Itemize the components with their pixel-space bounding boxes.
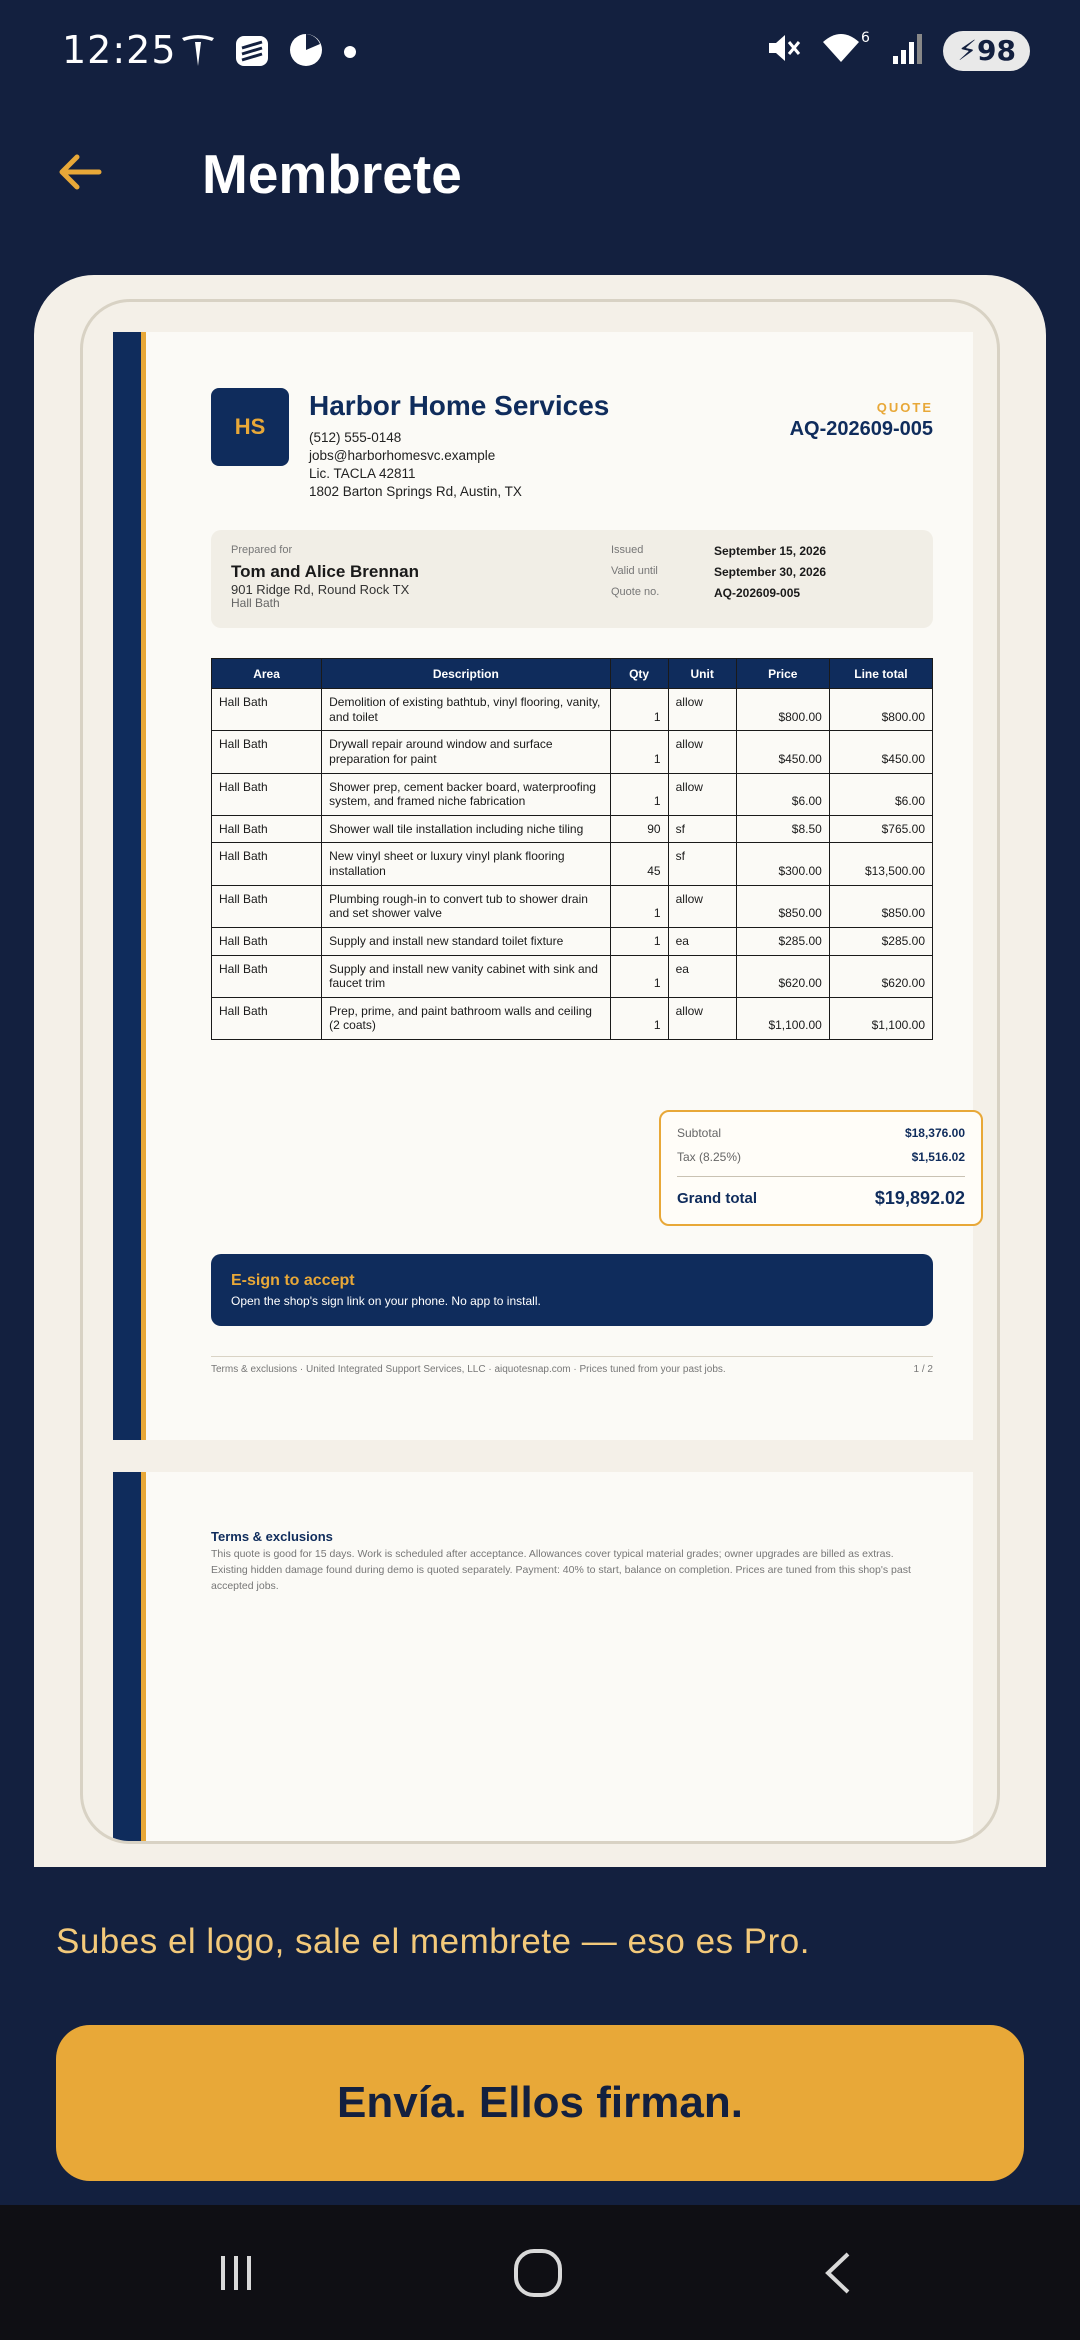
prepared-for-label: Prepared for <box>231 544 293 556</box>
totals-divider <box>677 1176 965 1177</box>
cell-area: Hall Bath <box>212 885 322 927</box>
column-header-unit: Unit <box>668 659 736 689</box>
cell-price: $6.00 <box>736 773 829 815</box>
table-row <box>212 773 933 815</box>
company-license: Lic. TACLA 42811 <box>309 466 416 481</box>
cell-line-total: $450.00 <box>829 731 932 773</box>
quote-no-value: AQ-202609-005 <box>714 586 801 600</box>
terms-title: Terms & exclusions <box>211 1529 333 1544</box>
cell-line-total: $1,100.00 <box>829 997 932 1039</box>
cell-price: $285.00 <box>736 927 829 955</box>
cell-description: Supply and install new vanity cabinet with sink and faucet trim <box>322 955 610 997</box>
cell-qty: 1 <box>610 955 668 997</box>
tesla-icon <box>178 30 218 75</box>
cell-unit: ea <box>668 955 736 997</box>
table-row <box>212 731 933 773</box>
terms-body: This quote is good for 15 days. Work is scheduled after acceptance. Allowances cover typical material grades; owner upgrades are billed as extras. Existing hidden damage found during demo is quoted separately. Payment: 40% to start, balance on completion. Prices are tuned from this shop's past accepted jobs. <box>211 1548 911 1592</box>
subtotal-value: $18,376.00 <box>904 1126 965 1140</box>
chevron-left-icon <box>815 2248 865 2298</box>
table-row <box>212 843 933 885</box>
company-logo: HS <box>211 388 289 466</box>
table-row <box>212 885 933 927</box>
tax-value: $1,516.02 <box>911 1150 965 1164</box>
battery-level: 98 <box>977 34 1016 67</box>
totals-box <box>659 1110 983 1226</box>
esign-banner <box>211 1254 933 1326</box>
cell-price: $8.50 <box>736 815 829 843</box>
footer-divider <box>211 1356 933 1357</box>
cell-unit: sf <box>668 843 736 885</box>
table-header-row <box>212 659 933 689</box>
cell-price: $450.00 <box>736 731 829 773</box>
cell-qty: 1 <box>610 885 668 927</box>
page-title: Membrete <box>202 143 462 205</box>
network-type: 6 <box>861 30 871 46</box>
notification-icons <box>178 30 360 75</box>
cell-unit: allow <box>668 997 736 1039</box>
letterhead-band <box>113 1472 141 1844</box>
cell-description: Shower wall tile installation including niche tiling <box>322 815 610 843</box>
esign-title: E-sign to accept <box>231 1272 355 1289</box>
table-row <box>212 815 933 843</box>
quote-page-2 <box>113 1472 973 1844</box>
table-row <box>212 689 933 731</box>
grand-total-value: $19,892.02 <box>874 1188 965 1208</box>
cell-qty: 45 <box>610 843 668 885</box>
charging-icon: ⚡ <box>957 34 978 67</box>
subtotal-label: Subtotal <box>677 1126 722 1140</box>
prepared-for-box <box>211 530 933 628</box>
cell-price: $300.00 <box>736 843 829 885</box>
cell-unit: allow <box>668 731 736 773</box>
quote-number: AQ-202609-005 <box>789 418 933 440</box>
cell-area: Hall Bath <box>212 689 322 731</box>
app-notification-icon-2 <box>286 30 326 75</box>
document-preview[interactable] <box>80 299 1000 1844</box>
esign-subtitle: Open the shop's sign link on your phone. No app to install. <box>231 1294 541 1308</box>
cell-line-total: $850.00 <box>829 885 932 927</box>
cell-line-total: $800.00 <box>829 689 932 731</box>
company-name: Harbor Home Services <box>309 390 610 421</box>
letterhead-band <box>113 332 141 1440</box>
valid-until-date: September 30, 2026 <box>714 565 827 579</box>
cell-area: Hall Bath <box>212 731 322 773</box>
cell-line-total: $285.00 <box>829 927 932 955</box>
cell-description: Supply and install new standard toilet fixture <box>322 927 610 955</box>
quote-label: QUOTE <box>876 400 933 415</box>
wifi-icon <box>819 28 875 73</box>
cell-unit: allow <box>668 773 736 815</box>
cell-qty: 1 <box>610 927 668 955</box>
recents-icon <box>211 2248 261 2298</box>
cell-unit: ea <box>668 927 736 955</box>
tax-label: Tax (8.25%) <box>677 1150 742 1164</box>
home-icon <box>510 2245 566 2301</box>
back-button[interactable] <box>50 142 110 202</box>
status-time: 12:25 <box>62 28 177 72</box>
quote-page-1 <box>113 332 973 1440</box>
status-bar <box>0 0 1080 100</box>
cell-area: Hall Bath <box>212 773 322 815</box>
column-header-qty: Qty <box>610 659 668 689</box>
column-header-line-total: Line total <box>829 659 932 689</box>
letterhead-accent <box>141 332 146 1440</box>
cell-qty: 1 <box>610 773 668 815</box>
cell-area: Hall Bath <box>212 843 322 885</box>
pro-promo-text: Subes el logo, sale el membrete — eso es Pro. <box>56 1922 810 1961</box>
cell-price: $800.00 <box>736 689 829 731</box>
table-row <box>212 927 933 955</box>
cell-line-total: $620.00 <box>829 955 932 997</box>
more-notifications-dot-icon <box>340 30 360 75</box>
cell-area: Hall Bath <box>212 927 322 955</box>
signal-icon <box>891 28 927 73</box>
cell-qty: 90 <box>610 815 668 843</box>
cell-qty: 1 <box>610 689 668 731</box>
cell-description: New vinyl sheet or luxury vinyl plank flooring installation <box>322 843 610 885</box>
battery-indicator <box>943 31 1030 71</box>
cell-line-total: $13,500.00 <box>829 843 932 885</box>
cell-unit: allow <box>668 885 736 927</box>
line-items-table <box>211 658 933 1040</box>
valid-until-label: Valid until <box>611 565 658 577</box>
grand-total-label: Grand total <box>677 1190 758 1207</box>
system-icons <box>763 28 1030 73</box>
issued-label: Issued <box>611 544 644 556</box>
cell-area: Hall Bath <box>212 955 322 997</box>
letterhead-accent <box>141 1472 146 1844</box>
cell-line-total: $6.00 <box>829 773 932 815</box>
issued-date: September 15, 2026 <box>714 544 827 558</box>
letterhead-preview-card[interactable] <box>34 275 1046 1867</box>
arrow-left-icon <box>55 147 105 197</box>
client-address: 901 Ridge Rd, Round Rock TX <box>231 582 410 597</box>
client-area: Hall Bath <box>231 596 280 610</box>
home-button[interactable] <box>498 2243 578 2303</box>
system-back-button[interactable] <box>800 2243 880 2303</box>
recents-button[interactable] <box>196 2243 276 2303</box>
cell-price: $620.00 <box>736 955 829 997</box>
cell-qty: 1 <box>610 997 668 1039</box>
cell-unit: sf <box>668 815 736 843</box>
cell-price: $1,100.00 <box>736 997 829 1039</box>
cell-description: Shower prep, cement backer board, waterproofing system, and framed niche fabrication <box>322 773 610 815</box>
column-header-price: Price <box>736 659 829 689</box>
cell-unit: allow <box>668 689 736 731</box>
system-navigation-bar <box>0 2205 1080 2340</box>
column-header-description: Description <box>322 659 610 689</box>
company-email: jobs@harborhomesvc.example <box>309 448 496 463</box>
company-phone: (512) 555-0148 <box>309 430 402 445</box>
cell-description: Prep, prime, and paint bathroom walls and ceiling (2 coats) <box>322 997 610 1039</box>
table-row <box>212 955 933 997</box>
app-notification-icon <box>232 30 272 75</box>
company-address: 1802 Barton Springs Rd, Austin, TX <box>309 484 522 499</box>
document-footer: Terms & exclusions · United Integrated Support Services, LLC · aiquotesnap.com · Prices tuned from your past jobs. <box>211 1364 726 1375</box>
page-number: 1 / 2 <box>913 1364 933 1375</box>
table-row <box>212 997 933 1039</box>
cell-qty: 1 <box>610 731 668 773</box>
cell-area: Hall Bath <box>212 815 322 843</box>
cell-price: $850.00 <box>736 885 829 927</box>
cell-line-total: $765.00 <box>829 815 932 843</box>
quote-no-label: Quote no. <box>611 586 660 598</box>
app-header <box>0 120 1080 230</box>
column-header-area: Area <box>212 659 322 689</box>
client-name: Tom and Alice Brennan <box>231 562 419 581</box>
cell-description: Demolition of existing bathtub, vinyl flooring, vanity, and toilet <box>322 689 610 731</box>
send-cta-button[interactable]: Envía. Ellos firman. <box>56 2025 1024 2181</box>
mute-icon <box>763 28 803 73</box>
cell-description: Plumbing rough-in to convert tub to shower drain and set shower valve <box>322 885 610 927</box>
cell-description: Drywall repair around window and surface preparation for paint <box>322 731 610 773</box>
cell-area: Hall Bath <box>212 997 322 1039</box>
